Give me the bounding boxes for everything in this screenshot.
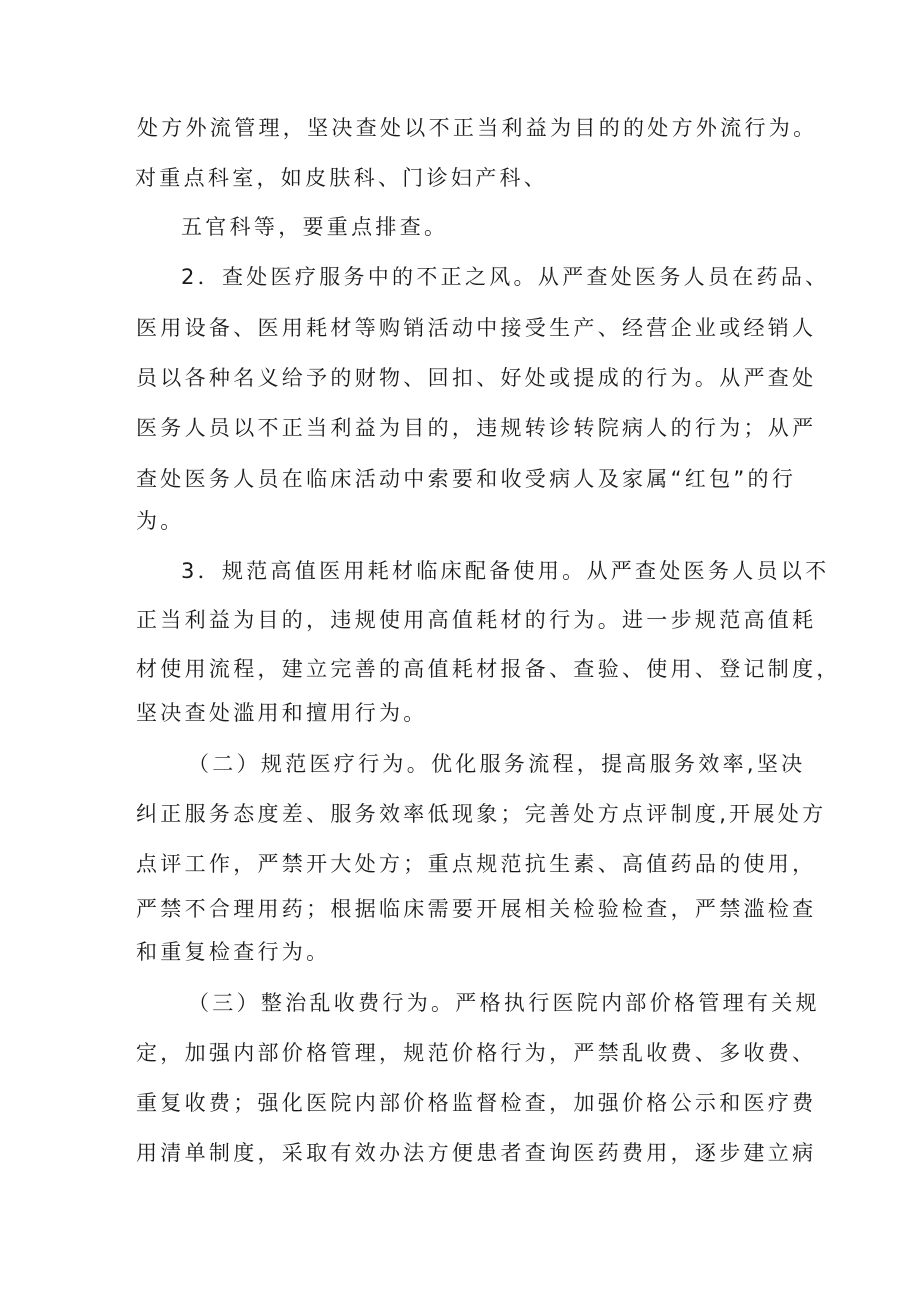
text-line: 用清单制度，采取有效办法方便患者查询医药费用，逐步建立病 xyxy=(136,1141,817,1165)
text-line: 重复收费；强化医院内部价格监督检查，加强价格公示和医疗费 xyxy=(136,1091,817,1115)
text-line: 员以各种名义给予的财物、回扣、好处或提成的行为。从严查处 xyxy=(136,366,817,390)
text-line: 查处医务人员在临床活动中索要和收受病人及家属“红包”的行 xyxy=(136,467,797,491)
text-line: （二）规范医疗行为。优化服务流程，提高服务效率,坚决 xyxy=(188,752,806,776)
text-line: 五官科等，要重点排查。 xyxy=(181,215,449,239)
text-line: 严禁不合理用药；根据临床需要开展相关检验检查，严禁滥检查 xyxy=(136,897,817,921)
text-line: 医用设备、医用耗材等购销活动中接受生产、经营企业或经销人 xyxy=(136,316,817,340)
text-line: 点评工作，严禁开大处方；重点规范抗生素、高值药品的使用， xyxy=(136,852,817,876)
text-line: 坚决查处滥用和擅用行为。 xyxy=(136,701,428,725)
text-line: 3．规范高值医用耗材临床配备使用。从严查处医务人员以不 xyxy=(181,559,830,583)
text-line: （三）整治乱收费行为。严格执行医院内部价格管理有关规 xyxy=(188,991,820,1015)
text-line: 2．查处医疗服务中的不正之风。从严查处医务人员在药品、 xyxy=(181,265,830,289)
text-line: 和重复检查行为。 xyxy=(136,940,331,964)
text-line: 处方外流管理，坚决查处以不正当利益为目的的处方外流行为。 xyxy=(137,116,818,140)
text-line: 对重点科室，如皮肤科、门诊妇产科、 xyxy=(135,166,549,190)
text-line: 正当利益为目的，违规使用高值耗材的行为。进一步规范高值耗 xyxy=(136,608,817,632)
text-line: 定，加强内部价格管理，规范价格行为，严禁乱收费、多收费、 xyxy=(136,1041,817,1065)
text-line: 纠正服务态度差、服务效率低现象；完善处方点评制度,开展处方 xyxy=(136,802,827,826)
text-line: 材使用流程，建立完善的高值耗材报备、查验、使用、登记制度， xyxy=(136,657,841,681)
text-line: 医务人员以不正当利益为目的，违规转诊转院病人的行为；从严 xyxy=(136,416,817,440)
text-line: 为。 xyxy=(136,509,185,533)
